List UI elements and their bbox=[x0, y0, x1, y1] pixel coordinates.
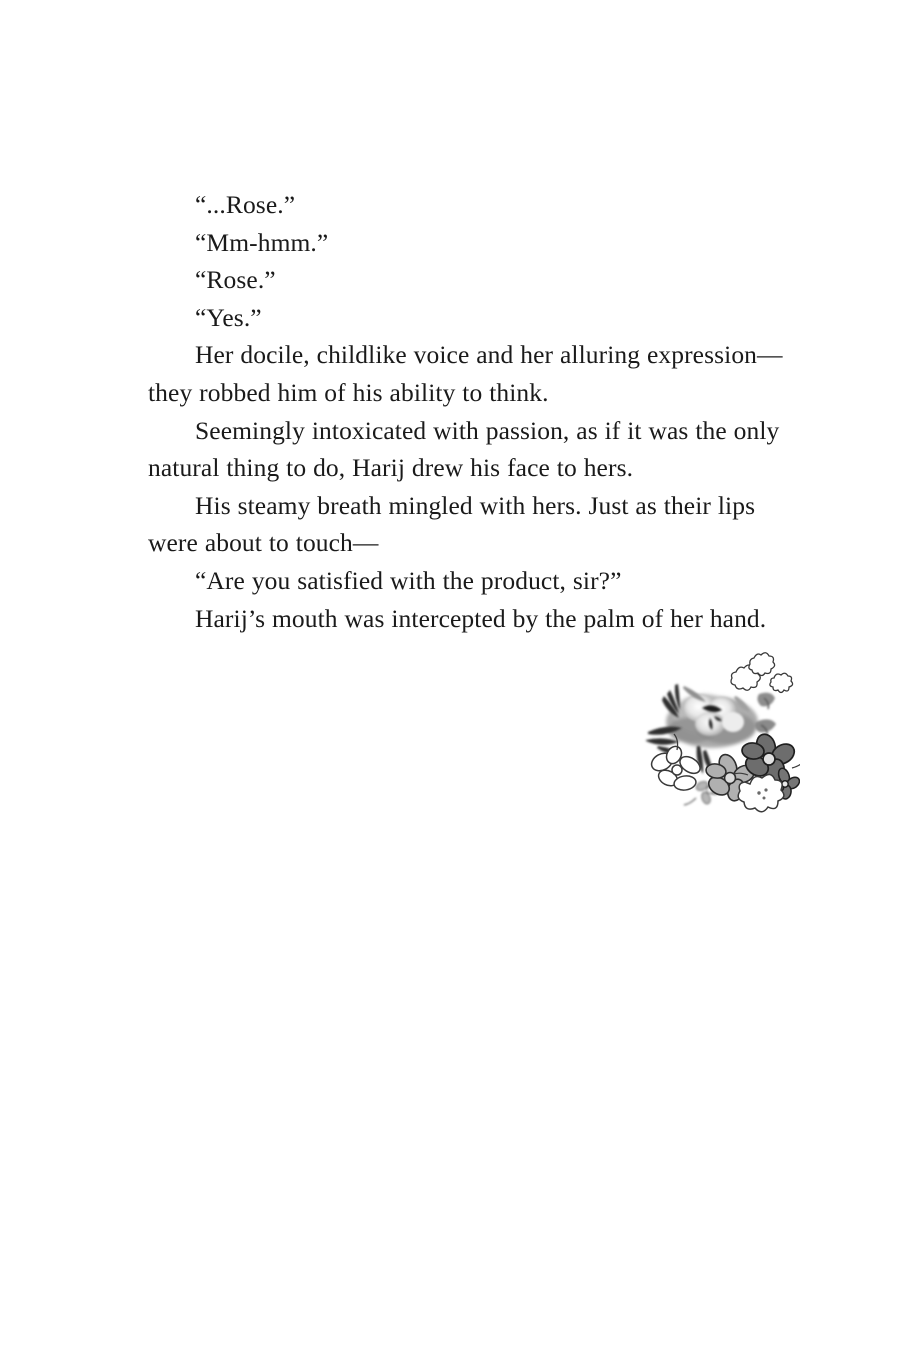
ornament-outline-blossoms-top bbox=[731, 653, 793, 693]
paragraph: “Rose.” bbox=[195, 265, 276, 295]
paragraph: “Are you satisfied with the product, sir?” bbox=[195, 565, 622, 595]
paragraph: “Mm-hmm.” bbox=[195, 227, 329, 257]
paragraph: “Yes.” bbox=[195, 302, 262, 332]
paragraph: Harij’s mouth was intercepted by the palm of her hand. bbox=[195, 603, 767, 633]
ornament-right-leaves bbox=[755, 693, 776, 735]
paragraph: Seemingly intoxicated with passion, as if it was the only natural thing to do, Harij drew his face to hers. bbox=[148, 415, 780, 483]
paragraph: Her docile, childlike voice and her alluring expression—they robbed him of his ability to think. bbox=[148, 340, 783, 407]
paragraph: “...Rose.” bbox=[195, 190, 296, 219]
paragraph: His steamy breath mingled with hers. Just as their lips were about to touch— bbox=[148, 490, 756, 558]
floral-ornament bbox=[640, 650, 800, 816]
ornament-daisy-left bbox=[649, 744, 704, 792]
page-text-block bbox=[148, 186, 796, 637]
